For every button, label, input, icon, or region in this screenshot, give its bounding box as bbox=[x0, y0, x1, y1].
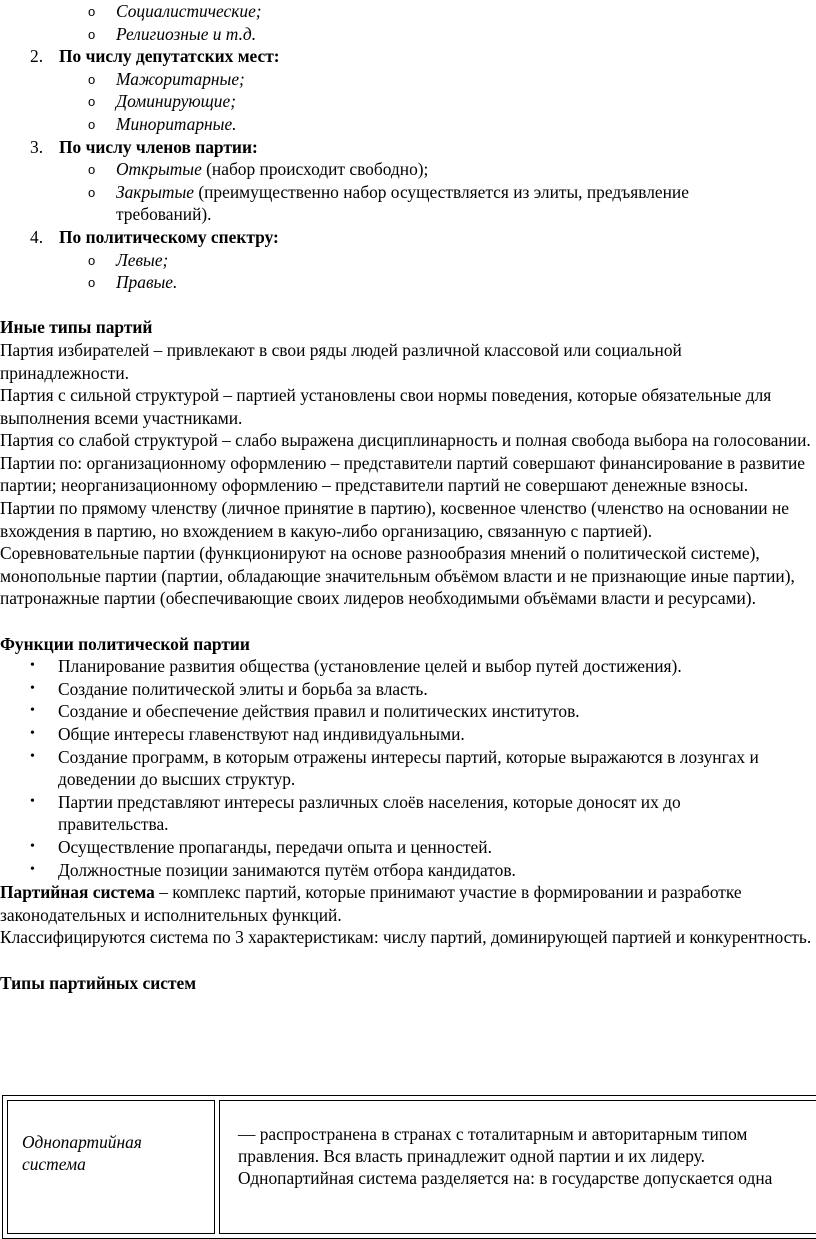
section-title: По числу депутатских мест: bbox=[59, 46, 280, 67]
item-text: Мажоритарные; bbox=[116, 68, 245, 89]
bullet-marker: • bbox=[30, 658, 35, 674]
party-systems-table bbox=[2, 1095, 816, 1239]
list-marker: o bbox=[88, 252, 96, 268]
list-item bbox=[0, 249, 816, 272]
section-heading: Функции политической партии bbox=[0, 633, 250, 654]
paragraph: Классифицируются система по 3 характеристикам: числу партий, доминирующей партией и конкурентность. bbox=[0, 927, 812, 948]
item-text: Осуществление пропаганды, передачи опыта и ценностей. bbox=[58, 836, 492, 857]
paragraph: Партия избирателей – привлекают в свои ряды людей различной классовой или социальной принадлежности. bbox=[0, 339, 682, 383]
paragraph: Партии по: организационному оформлению – представители партий совершают финансирование в развитие партии; неорганизационному оформлению – представители партий не совершают денежные взносы. bbox=[0, 452, 806, 496]
list-number: 3. bbox=[30, 136, 44, 157]
bullet-marker: • bbox=[30, 861, 35, 877]
section-heading: Иные типы партий bbox=[0, 317, 153, 338]
definition-term: Партийная система bbox=[0, 882, 155, 903]
list-marker: o bbox=[88, 116, 96, 132]
section-title: По числу членов партии: bbox=[59, 136, 258, 157]
bullet-marker: • bbox=[30, 793, 35, 809]
list-number: 2. bbox=[30, 46, 44, 67]
list-number: 4. bbox=[30, 226, 44, 247]
bullet-item bbox=[0, 746, 816, 791]
item-text: (преимущественно набор осуществляется из элиты, предъявление требований). bbox=[116, 181, 689, 225]
numbered-heading bbox=[0, 136, 816, 159]
numbered-heading bbox=[0, 226, 816, 249]
item-text: Создание политической элиты и борьба за власть. bbox=[58, 678, 428, 699]
list-item bbox=[0, 271, 816, 294]
bullet-item bbox=[0, 791, 816, 836]
item-text: Создание программ, в которым отражены интересы партий, которые выражаются в лозунгах и доведении до высших структур. bbox=[58, 746, 759, 790]
item-text: Создание и обеспечение действия правил и политических институтов. bbox=[58, 701, 580, 722]
paragraph: Соревновательные партии (функционируют на основе разнообразия мнений о политической системе), монопольные партии (партии, обладающие значительным объёмом власти и не признающие иные партии), патронажные партии (обеспечивающие своих лидеров необходимыми объёмами власти и ресурсами). bbox=[0, 543, 795, 609]
list-marker: o bbox=[88, 162, 96, 178]
list-item bbox=[0, 68, 816, 91]
paragraph: Партия со слабой структурой – слабо выражена дисциплинарность и полная свобода выбора на голосовании. bbox=[0, 430, 811, 451]
description-line: Однопартийная система разделяется на: в государстве допускается одна bbox=[238, 1168, 773, 1188]
list-marker: o bbox=[88, 275, 96, 291]
table-cell-description bbox=[219, 1100, 816, 1234]
paragraph: Партии по прямому членству (личное принятие в партию), косвенное членство (членство на основании не вхождения в партию, но вхождением в какую-либо организацию, связанную с партией). bbox=[0, 498, 789, 541]
list-marker: o bbox=[88, 94, 96, 110]
item-text: Планирование развития общества (установление целей и выбор путей достижения). bbox=[58, 656, 682, 677]
item-text: Социалистические; bbox=[116, 1, 262, 21]
definition-paragraph bbox=[0, 881, 816, 926]
bullet-item bbox=[0, 859, 816, 882]
bullet-item bbox=[0, 655, 816, 678]
item-text: Партии представляют интересы различных слоёв населения, которые доносят их до правительства. bbox=[58, 791, 681, 835]
bullet-marker: • bbox=[30, 748, 35, 764]
description-line: — распространена в странах с тоталитарным и авторитарным типом bbox=[238, 1124, 748, 1144]
list-item bbox=[0, 158, 816, 181]
bullet-marker: • bbox=[30, 680, 35, 696]
list-item bbox=[0, 0, 816, 23]
bullet-marker: • bbox=[30, 703, 35, 719]
table-row bbox=[7, 1100, 816, 1234]
numbered-heading bbox=[0, 45, 816, 68]
item-text: Религиозные и т.д. bbox=[116, 23, 257, 44]
bullet-marker: • bbox=[30, 726, 35, 741]
item-term: Закрытые bbox=[116, 181, 194, 202]
list-marker: o bbox=[88, 26, 96, 42]
item-text: Должностные позиции занимаются путём отбора кандидатов. bbox=[58, 859, 516, 880]
item-text: Миноритарные. bbox=[116, 113, 237, 134]
list-item bbox=[0, 90, 816, 113]
list-marker: o bbox=[88, 4, 96, 19]
bullet-item bbox=[0, 836, 816, 859]
list-item bbox=[0, 23, 816, 46]
paragraph: Партия с сильной структурой – партией установлены свои нормы поведения, которые обязательные для выполнения всеми участниками. bbox=[0, 385, 772, 428]
bullet-item bbox=[0, 700, 816, 723]
table-cell-system-name: Однопартийная система bbox=[7, 1100, 215, 1234]
item-text: Общие интересы главенствуют над индивидуальными. bbox=[58, 724, 465, 744]
item-text: Доминирующие; bbox=[116, 91, 236, 112]
bullet-item bbox=[0, 723, 816, 746]
item-text: Правые. bbox=[116, 272, 178, 293]
item-term: Открытые bbox=[116, 159, 202, 180]
list-marker: o bbox=[88, 71, 96, 87]
item-text: (набор происходит свободно); bbox=[201, 159, 429, 180]
section-heading: Типы партийных систем bbox=[0, 972, 197, 993]
definition-text: – комплекс партий, которые принимают участие в формировании и разработке законодательных и исполнительных функций. bbox=[0, 882, 742, 925]
list-marker: o bbox=[88, 184, 96, 200]
item-text: Левые; bbox=[116, 249, 169, 270]
list-item bbox=[0, 181, 816, 226]
description-line: правления. Вся власть принадлежит одной партии и их лидеру. bbox=[238, 1146, 705, 1166]
section-title: По политическому спектру: bbox=[59, 226, 279, 247]
bullet-marker: • bbox=[30, 838, 35, 854]
list-item bbox=[0, 113, 816, 136]
bullet-item bbox=[0, 678, 816, 701]
